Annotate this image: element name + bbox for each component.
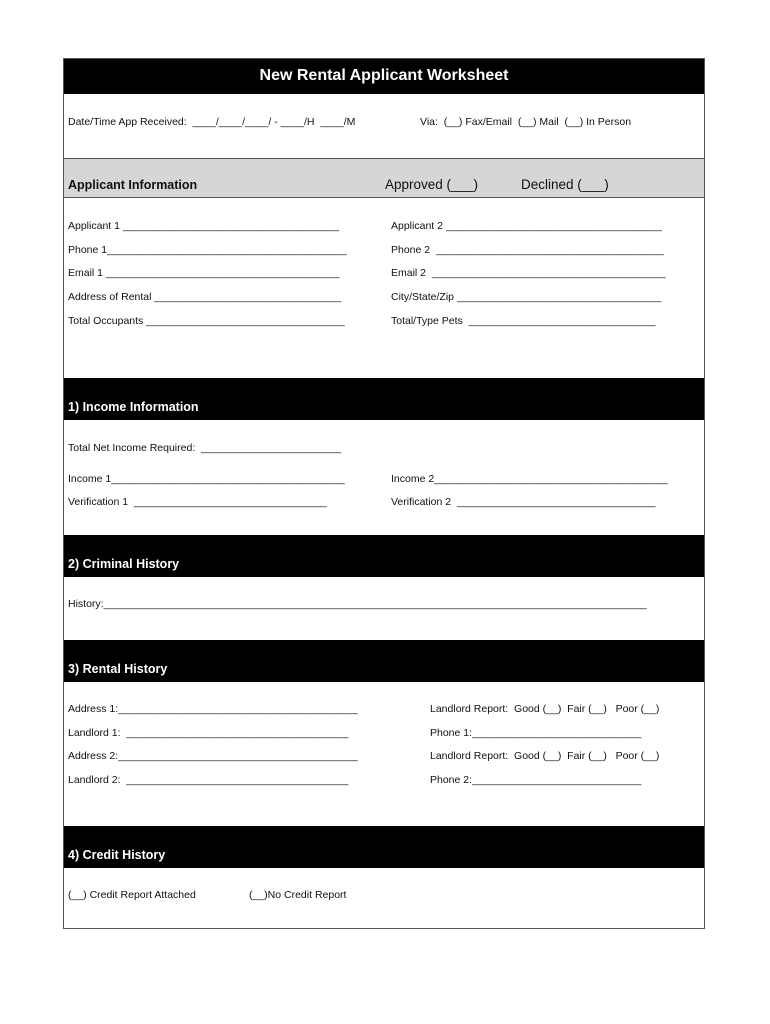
title-bar xyxy=(64,59,704,94)
credit-heading: 4) Credit History xyxy=(68,848,166,862)
address-1-field[interactable]: Address 1:_________________________________________ xyxy=(68,703,358,715)
income-heading: 1) Income Information xyxy=(68,400,199,414)
landlord-2-field[interactable]: Landlord 2: ______________________________________ xyxy=(68,774,349,786)
total-occupants-field[interactable]: Total Occupants __________________________________ xyxy=(68,315,345,327)
income-2-field[interactable]: Income 2________________________________________ xyxy=(391,473,668,485)
via-options[interactable]: Via: (__) Fax/Email (__) Mail (__) In Person xyxy=(420,116,632,128)
income-header xyxy=(64,378,704,420)
landlord-phone-1-field[interactable]: Phone 1:_____________________________ xyxy=(430,727,642,739)
applicant-heading: Applicant Information xyxy=(68,178,198,192)
phone-2-field[interactable]: Phone 2 _______________________________________ xyxy=(391,244,664,256)
phone-1-field[interactable]: Phone 1_________________________________________ xyxy=(68,244,347,256)
criminal-history-field[interactable]: History:_____________________________________________________________________________________________ xyxy=(68,598,647,610)
credit-report-attached-option[interactable]: (__) Credit Report Attached xyxy=(68,889,196,901)
page-title: New Rental Applicant Worksheet xyxy=(259,67,509,84)
verification-1-field[interactable]: Verification 1 _________________________________ xyxy=(68,496,327,508)
approved-option[interactable]: Approved (___) xyxy=(385,177,479,192)
criminal-heading: 2) Criminal History xyxy=(68,557,180,571)
landlord-phone-2-field[interactable]: Phone 2:_____________________________ xyxy=(430,774,642,786)
landlord-1-field[interactable]: Landlord 1: ______________________________________ xyxy=(68,727,349,739)
total-type-pets-field[interactable]: Total/Type Pets ________________________________ xyxy=(391,315,656,327)
landlord-report-2-options[interactable]: Landlord Report: Good (__) Fair (__) Poor (__) xyxy=(430,750,660,762)
worksheet-form xyxy=(63,58,705,929)
criminal-header xyxy=(64,535,704,577)
address-2-field[interactable]: Address 2:_________________________________________ xyxy=(68,750,358,762)
declined-option[interactable]: Declined (___) xyxy=(521,177,609,192)
applicant-header xyxy=(64,158,704,198)
applicant-2-field[interactable]: Applicant 2 _____________________________________ xyxy=(391,220,662,232)
rental-heading: 3) Rental History xyxy=(68,662,168,676)
total-net-income-field[interactable]: Total Net Income Required: ________________________ xyxy=(68,442,342,454)
applicant-1-field[interactable]: Applicant 1 _____________________________________ xyxy=(68,220,339,232)
date-received-field[interactable]: Date/Time App Received: ____/____/____/ - ____/H ____/M xyxy=(68,116,356,128)
email-2-field[interactable]: Email 2 ________________________________________ xyxy=(391,267,666,279)
no-credit-report-option[interactable]: (__)No Credit Report xyxy=(249,889,347,901)
income-1-field[interactable]: Income 1________________________________________ xyxy=(68,473,345,485)
email-1-field[interactable]: Email 1 ________________________________________ xyxy=(68,267,340,279)
address-of-rental-field[interactable]: Address of Rental ________________________________ xyxy=(68,291,342,303)
credit-header xyxy=(64,826,704,868)
verification-2-field[interactable]: Verification 2 __________________________________ xyxy=(391,496,656,508)
city-state-zip-field[interactable]: City/State/Zip ___________________________________ xyxy=(391,291,662,303)
rental-header xyxy=(64,640,704,682)
landlord-report-1-options[interactable]: Landlord Report: Good (__) Fair (__) Poor (__) xyxy=(430,703,660,715)
